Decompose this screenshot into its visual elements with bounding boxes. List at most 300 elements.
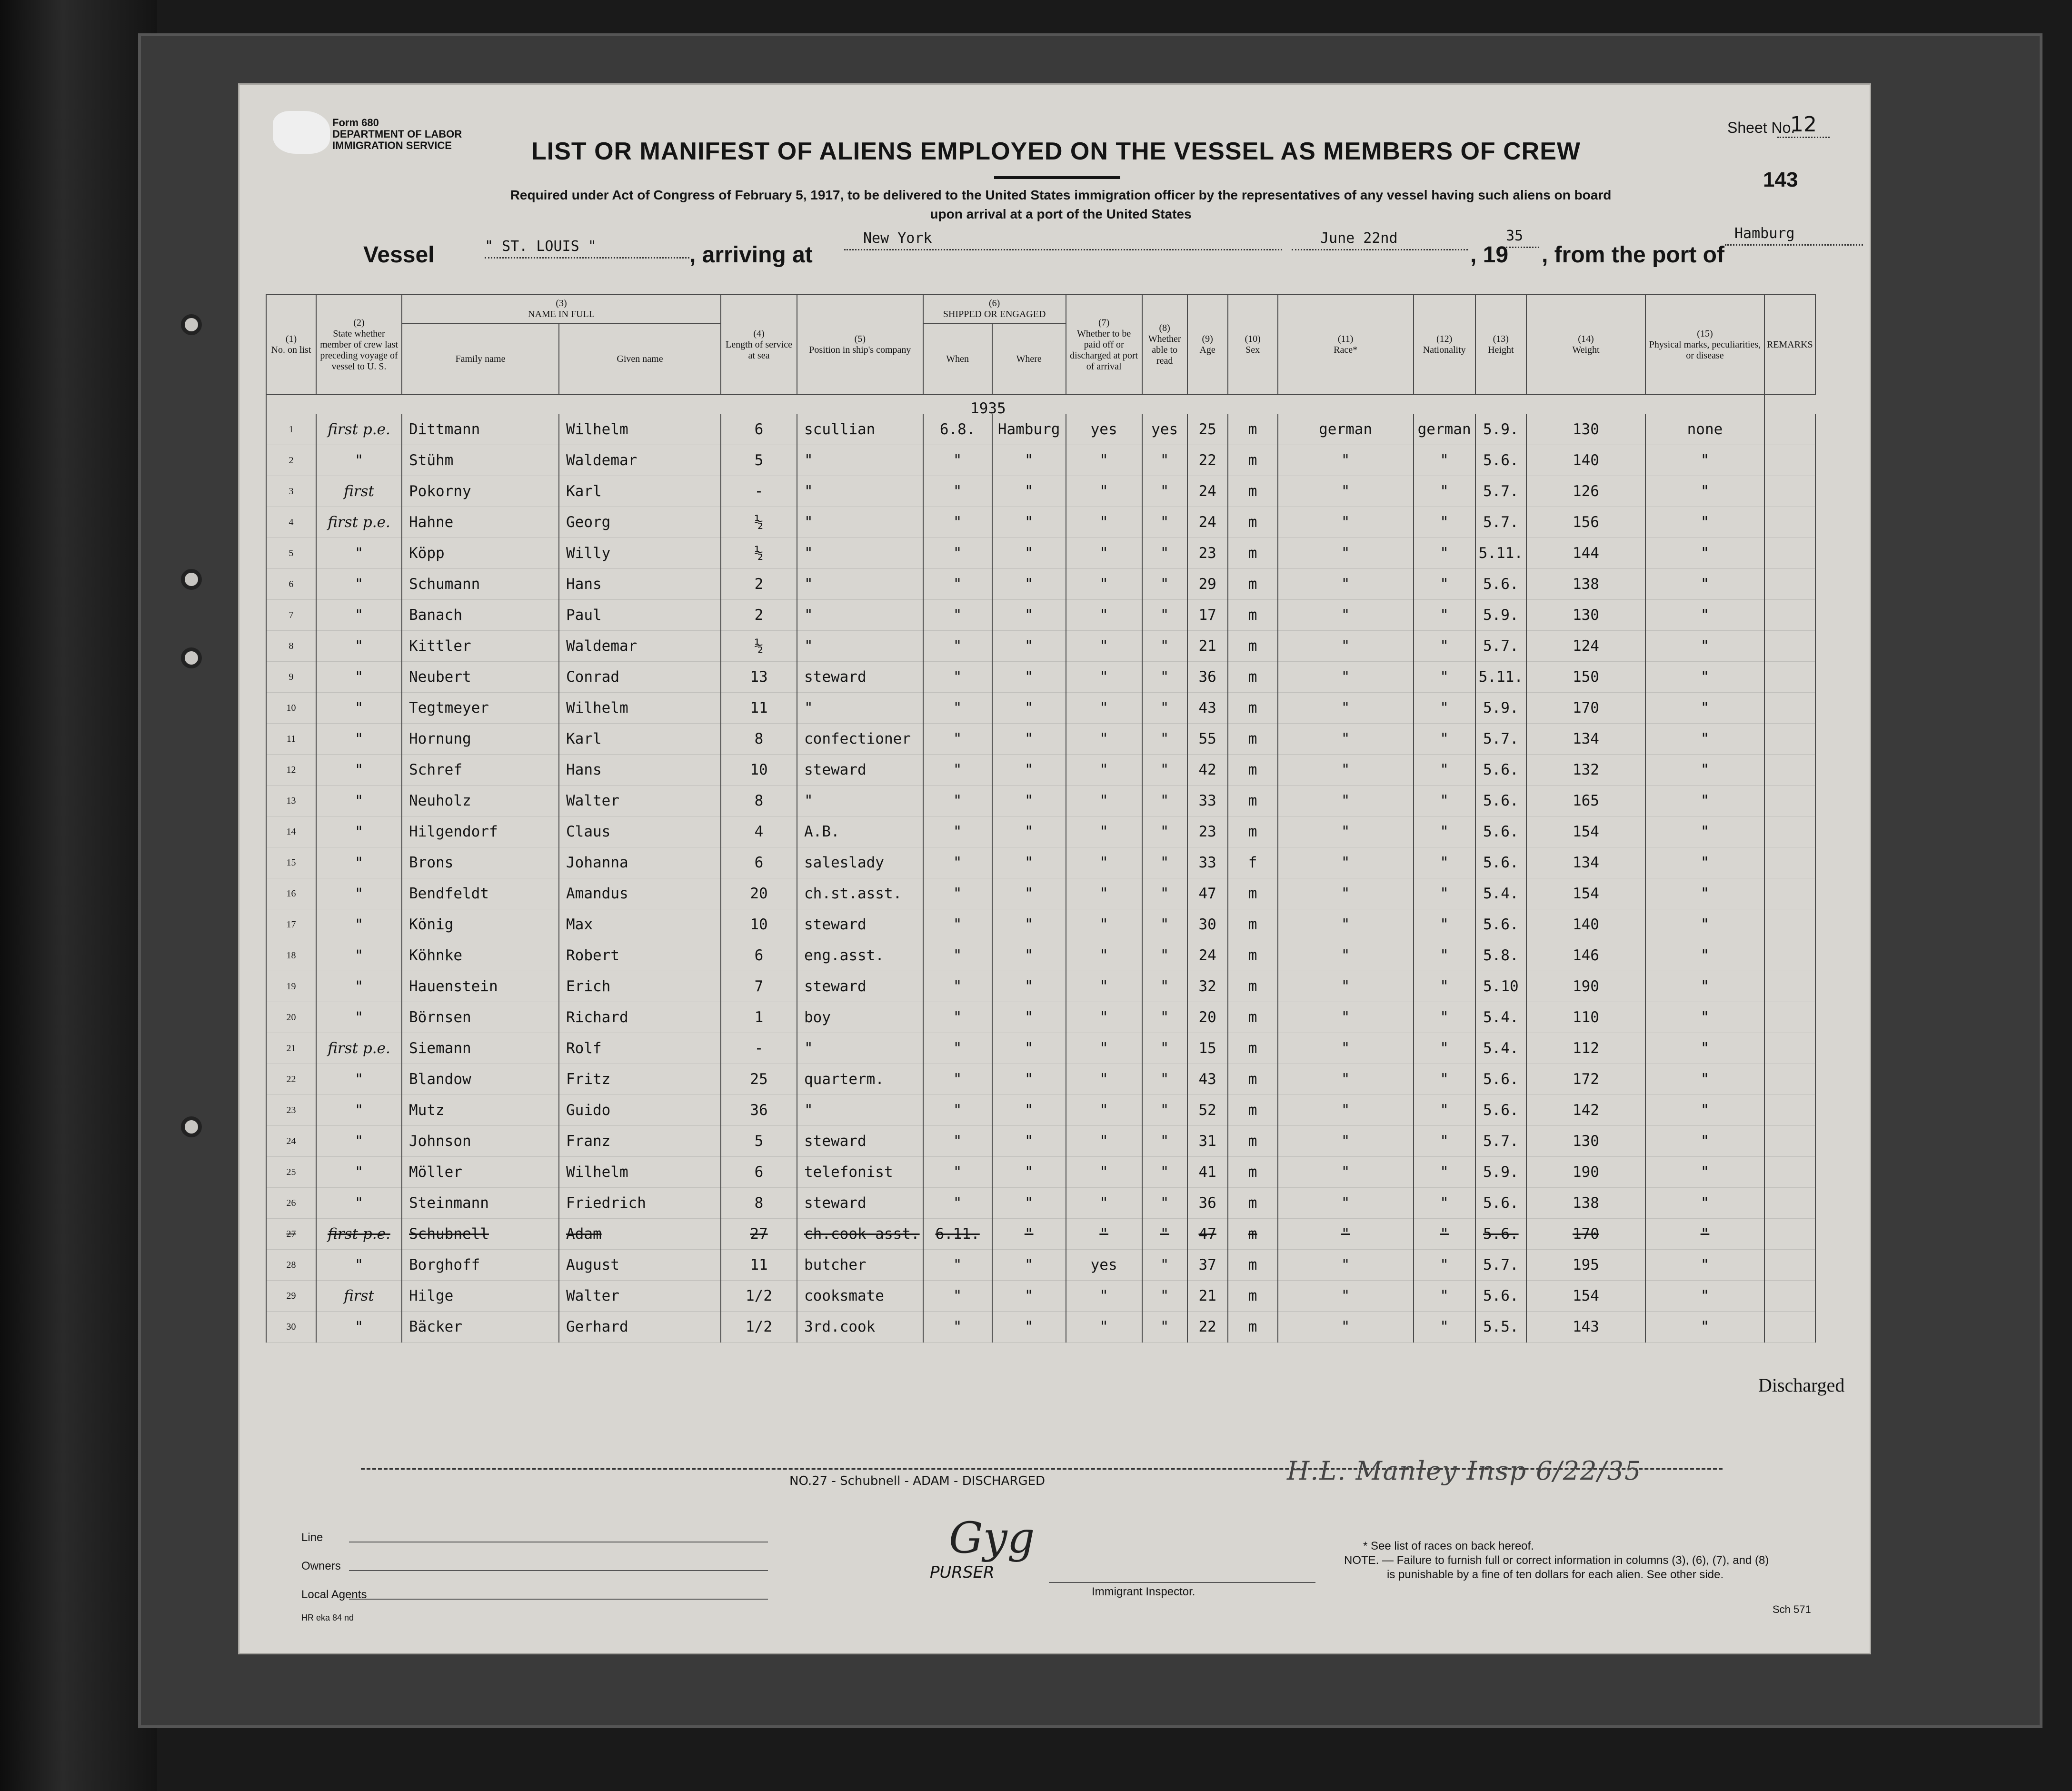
cell-sex: m <box>1228 445 1278 476</box>
cell-shipped-when: " <box>923 847 992 878</box>
cell-given-name: Friedrich <box>559 1188 721 1219</box>
cell-paid-off: " <box>1066 1126 1142 1157</box>
cell-given-name: Robert <box>559 940 721 971</box>
cell-age: 41 <box>1187 1157 1228 1188</box>
cell-family-name: Börnsen <box>402 1002 559 1033</box>
cell-race: " <box>1278 1033 1414 1064</box>
col-family-name: Family name <box>402 323 559 395</box>
crew-row <box>266 878 1815 909</box>
cell-family-name: Neubert <box>402 662 559 693</box>
cell-given-name: Paul <box>559 600 721 631</box>
cell-shipped-where: " <box>992 847 1066 878</box>
cell-given-name: Wilhelm <box>559 693 721 724</box>
year-prefix: , 19 <box>1470 242 1509 268</box>
crew-row <box>266 971 1815 1002</box>
cell-length-of-service: 8 <box>721 724 797 755</box>
cell-able-to-read: " <box>1142 1033 1187 1064</box>
cell-shipped-where: " <box>992 786 1066 816</box>
cell-family-name: Siemann <box>402 1033 559 1064</box>
cell-shipped-where: " <box>992 693 1066 724</box>
cell-height: 5.9. <box>1475 693 1526 724</box>
col-sex: (10) Sex <box>1228 295 1278 395</box>
cell-weight: 138 <box>1526 1188 1645 1219</box>
cell-physical-marks: " <box>1645 909 1764 940</box>
cell-able-to-read: " <box>1142 476 1187 507</box>
cell-previous-voyage: " <box>316 445 402 476</box>
cell-age: 21 <box>1187 631 1228 662</box>
cell-paid-off: " <box>1066 940 1142 971</box>
cell-sex: m <box>1228 940 1278 971</box>
cell-position: saleslady <box>797 847 923 878</box>
cell-nationality: " <box>1414 1281 1475 1312</box>
cell-row-number: 6 <box>266 569 316 600</box>
cell-shipped-when: " <box>923 1312 992 1343</box>
cell-row-number: 13 <box>266 786 316 816</box>
inspector-field <box>1049 1582 1315 1583</box>
cell-remarks <box>1764 724 1815 755</box>
cell-row-number: 29 <box>266 1281 316 1312</box>
cell-remarks <box>1764 693 1815 724</box>
cell-row-number: 4 <box>266 507 316 538</box>
cell-able-to-read: " <box>1142 1095 1187 1126</box>
cell-given-name: Hans <box>559 755 721 786</box>
col-shipped-engaged: (6) SHIPPED OR ENGAGED <box>923 295 1066 323</box>
cell-remarks <box>1764 569 1815 600</box>
cell-height: 5.4. <box>1475 878 1526 909</box>
cell-paid-off: " <box>1066 631 1142 662</box>
crew-row <box>266 909 1815 940</box>
cell-sex: m <box>1228 786 1278 816</box>
cell-race: " <box>1278 1126 1414 1157</box>
cell-able-to-read: " <box>1142 724 1187 755</box>
cell-length-of-service: 27 <box>721 1219 797 1250</box>
cell-row-number: 24 <box>266 1126 316 1157</box>
cell-row-number: 25 <box>266 1157 316 1188</box>
cell-weight: 143 <box>1526 1312 1645 1343</box>
cell-age: 22 <box>1187 445 1228 476</box>
cell-shipped-where: " <box>992 476 1066 507</box>
cell-race: " <box>1278 631 1414 662</box>
cell-previous-voyage: first p.e. <box>316 507 402 538</box>
cell-nationality: " <box>1414 693 1475 724</box>
purser-label: PURSER <box>930 1563 995 1582</box>
cell-paid-off: " <box>1066 909 1142 940</box>
cell-nationality: " <box>1414 1157 1475 1188</box>
cell-length-of-service: 5 <box>721 445 797 476</box>
crew-row <box>266 507 1815 538</box>
cell-shipped-when: 6.8. <box>923 414 992 445</box>
cell-remarks <box>1764 1219 1815 1250</box>
cell-sex: m <box>1228 1126 1278 1157</box>
col-height: (13) Height <box>1475 295 1526 395</box>
cell-physical-marks: " <box>1645 1312 1764 1343</box>
cell-remarks <box>1764 445 1815 476</box>
cell-position: eng.asst. <box>797 940 923 971</box>
cell-nationality: " <box>1414 786 1475 816</box>
cell-weight: 142 <box>1526 1095 1645 1126</box>
cell-position: scullian <box>797 414 923 445</box>
cell-age: 30 <box>1187 909 1228 940</box>
cell-length-of-service: 1/2 <box>721 1312 797 1343</box>
crew-row <box>266 1219 1815 1250</box>
cell-shipped-when: " <box>923 909 992 940</box>
cell-sex: m <box>1228 1095 1278 1126</box>
cell-family-name: Schumann <box>402 569 559 600</box>
cell-position: steward <box>797 1188 923 1219</box>
cell-race: " <box>1278 693 1414 724</box>
cell-nationality: " <box>1414 538 1475 569</box>
cell-previous-voyage: " <box>316 1312 402 1343</box>
cell-sex: m <box>1228 1157 1278 1188</box>
cell-height: 5.4. <box>1475 1002 1526 1033</box>
from-port: Hamburg <box>1725 225 1863 246</box>
cell-length-of-service: - <box>721 476 797 507</box>
cell-length-of-service: 4 <box>721 816 797 847</box>
col-when: When <box>923 323 992 395</box>
cell-shipped-when: " <box>923 971 992 1002</box>
cell-height: 5.7. <box>1475 1250 1526 1281</box>
cell-previous-voyage: " <box>316 631 402 662</box>
cell-age: 25 <box>1187 414 1228 445</box>
cell-height: 5.6. <box>1475 755 1526 786</box>
cell-race: " <box>1278 755 1414 786</box>
cell-previous-voyage: " <box>316 600 402 631</box>
owners-label: Owners <box>301 1560 341 1572</box>
cell-sex: m <box>1228 662 1278 693</box>
cell-physical-marks: none <box>1645 414 1764 445</box>
cell-shipped-where: Hamburg <box>992 414 1066 445</box>
crew-row <box>266 847 1815 878</box>
cell-sex: m <box>1228 693 1278 724</box>
cell-remarks <box>1764 755 1815 786</box>
cell-row-number: 11 <box>266 724 316 755</box>
cell-physical-marks: " <box>1645 755 1764 786</box>
cell-sex: m <box>1228 414 1278 445</box>
cell-race: " <box>1278 600 1414 631</box>
cell-height: 5.7. <box>1475 1126 1526 1157</box>
cell-row-number: 17 <box>266 909 316 940</box>
cell-physical-marks: " <box>1645 1281 1764 1312</box>
cell-row-number: 2 <box>266 445 316 476</box>
cell-paid-off: " <box>1066 600 1142 631</box>
cell-shipped-where: " <box>992 538 1066 569</box>
cell-given-name: Wilhelm <box>559 1157 721 1188</box>
cell-shipped-where: " <box>992 940 1066 971</box>
cell-length-of-service: 2 <box>721 600 797 631</box>
binder-ring <box>181 314 202 335</box>
cell-shipped-when: " <box>923 1033 992 1064</box>
cell-position: ch.st.asst. <box>797 878 923 909</box>
cell-paid-off: " <box>1066 816 1142 847</box>
crew-row <box>266 1312 1815 1343</box>
arriving-label: , arriving at <box>689 242 813 268</box>
cell-shipped-where: " <box>992 755 1066 786</box>
cell-weight: 132 <box>1526 755 1645 786</box>
cell-height: 5.7. <box>1475 476 1526 507</box>
cell-family-name: Schubnell <box>402 1219 559 1250</box>
manifest-sheet <box>238 83 1871 1654</box>
cell-age: 24 <box>1187 507 1228 538</box>
cell-nationality: " <box>1414 940 1475 971</box>
cell-family-name: Johnson <box>402 1126 559 1157</box>
cell-weight: 170 <box>1526 693 1645 724</box>
cell-row-number: 3 <box>266 476 316 507</box>
cell-able-to-read: " <box>1142 600 1187 631</box>
cell-given-name: Adam <box>559 1219 721 1250</box>
cell-row-number: 18 <box>266 940 316 971</box>
cell-able-to-read: " <box>1142 816 1187 847</box>
cell-length-of-service: 36 <box>721 1095 797 1126</box>
cell-length-of-service: 11 <box>721 1250 797 1281</box>
cell-weight: 154 <box>1526 878 1645 909</box>
cell-position: " <box>797 569 923 600</box>
cell-previous-voyage: " <box>316 1002 402 1033</box>
cell-nationality: " <box>1414 1064 1475 1095</box>
cell-shipped-when: " <box>923 878 992 909</box>
cell-age: 17 <box>1187 600 1228 631</box>
cell-shipped-when: " <box>923 445 992 476</box>
cell-able-to-read: " <box>1142 755 1187 786</box>
cell-sex: m <box>1228 538 1278 569</box>
cell-sex: m <box>1228 755 1278 786</box>
cell-height: 5.9. <box>1475 1157 1526 1188</box>
cell-nationality: " <box>1414 1219 1475 1250</box>
cell-height: 5.11. <box>1475 662 1526 693</box>
cell-shipped-when: " <box>923 1064 992 1095</box>
cell-race: " <box>1278 940 1414 971</box>
cell-race: " <box>1278 1002 1414 1033</box>
cell-able-to-read: " <box>1142 507 1187 538</box>
cell-length-of-service: - <box>721 1033 797 1064</box>
cell-position: " <box>797 631 923 662</box>
cell-remarks <box>1764 1250 1815 1281</box>
cell-position: A.B. <box>797 816 923 847</box>
cell-given-name: Claus <box>559 816 721 847</box>
form-notes: * See list of races on back hereof. NOTE. — Failure to furnish full or correct information in columns (3), (6), (7), and (8) is punishable by a fine of ten dollars for each alien. See other side. <box>1344 1540 1769 1581</box>
col-remarks: REMARKS <box>1764 295 1815 395</box>
cell-sex: m <box>1228 1219 1278 1250</box>
cell-shipped-when: " <box>923 1126 992 1157</box>
inspector-signature: H.L. Manley Insp 6/22/35 <box>1287 1456 1642 1486</box>
cell-nationality: german <box>1414 414 1475 445</box>
cell-weight: 156 <box>1526 507 1645 538</box>
cell-sex: m <box>1228 600 1278 631</box>
cell-height: 5.6. <box>1475 569 1526 600</box>
sheet-number: 12 <box>1777 112 1830 138</box>
cell-race: " <box>1278 538 1414 569</box>
col-age: (9) Age <box>1187 295 1228 395</box>
cell-sex: f <box>1228 847 1278 878</box>
crew-row <box>266 786 1815 816</box>
cell-shipped-where: " <box>992 507 1066 538</box>
cell-height: 5.7. <box>1475 724 1526 755</box>
cell-nationality: " <box>1414 631 1475 662</box>
purser-signature: Gyg <box>949 1513 1035 1563</box>
cell-shipped-where: " <box>992 631 1066 662</box>
cell-row-number: 12 <box>266 755 316 786</box>
col-race: (11) Race* <box>1278 295 1414 395</box>
cell-age: 52 <box>1187 1095 1228 1126</box>
cell-nationality: " <box>1414 816 1475 847</box>
cell-row-number: 27 <box>266 1219 316 1250</box>
cell-height: 5.7. <box>1475 507 1526 538</box>
cell-nationality: " <box>1414 1095 1475 1126</box>
cell-given-name: Walter <box>559 786 721 816</box>
cell-shipped-where: " <box>992 1281 1066 1312</box>
cell-paid-off: yes <box>1066 1250 1142 1281</box>
cell-given-name: Georg <box>559 507 721 538</box>
cell-shipped-where: " <box>992 878 1066 909</box>
cell-row-number: 15 <box>266 847 316 878</box>
cell-able-to-read: " <box>1142 1250 1187 1281</box>
remark-discharged: Discharged <box>1758 1374 1845 1396</box>
cell-nationality: " <box>1414 445 1475 476</box>
cell-position: boy <box>797 1002 923 1033</box>
cell-length-of-service: 10 <box>721 755 797 786</box>
cell-able-to-read: " <box>1142 786 1187 816</box>
cell-family-name: Köhnke <box>402 940 559 971</box>
cell-race: " <box>1278 847 1414 878</box>
cell-height: 5.6. <box>1475 1281 1526 1312</box>
cell-remarks <box>1764 1064 1815 1095</box>
cell-sex: m <box>1228 569 1278 600</box>
cell-height: 5.6. <box>1475 1188 1526 1219</box>
cell-race: " <box>1278 1095 1414 1126</box>
cell-height: 5.6. <box>1475 909 1526 940</box>
col-name-in-full: (3) NAME IN FULL <box>402 295 721 323</box>
cell-shipped-where: " <box>992 1219 1066 1250</box>
cell-row-number: 21 <box>266 1033 316 1064</box>
cell-row-number: 22 <box>266 1064 316 1095</box>
cell-sex: m <box>1228 1033 1278 1064</box>
cell-paid-off: " <box>1066 507 1142 538</box>
cell-race: " <box>1278 878 1414 909</box>
cell-nationality: " <box>1414 847 1475 878</box>
cell-paid-off: " <box>1066 1064 1142 1095</box>
cell-remarks <box>1764 786 1815 816</box>
cell-sex: m <box>1228 878 1278 909</box>
cell-family-name: Brons <box>402 847 559 878</box>
cell-family-name: Neuholz <box>402 786 559 816</box>
cell-physical-marks: " <box>1645 507 1764 538</box>
cell-height: 5.9. <box>1475 414 1526 445</box>
cell-race: " <box>1278 569 1414 600</box>
cell-length-of-service: 8 <box>721 1188 797 1219</box>
cell-age: 24 <box>1187 476 1228 507</box>
cell-age: 43 <box>1187 1064 1228 1095</box>
cell-able-to-read: " <box>1142 1219 1187 1250</box>
cell-race: " <box>1278 445 1414 476</box>
cell-position: quarterm. <box>797 1064 923 1095</box>
cell-weight: 134 <box>1526 847 1645 878</box>
cell-weight: 138 <box>1526 569 1645 600</box>
cell-height: 5.11. <box>1475 538 1526 569</box>
cell-family-name: Bäcker <box>402 1312 559 1343</box>
cell-race: " <box>1278 971 1414 1002</box>
cell-position: steward <box>797 662 923 693</box>
cell-length-of-service: 6 <box>721 414 797 445</box>
cell-race: " <box>1278 724 1414 755</box>
cell-family-name: Hauenstein <box>402 971 559 1002</box>
cell-shipped-where: " <box>992 1002 1066 1033</box>
cell-paid-off: " <box>1066 1312 1142 1343</box>
cell-age: 33 <box>1187 847 1228 878</box>
cell-previous-voyage: " <box>316 1188 402 1219</box>
cell-race: " <box>1278 1312 1414 1343</box>
cell-previous-voyage: " <box>316 816 402 847</box>
inspector-label: Immigrant Inspector. <box>1092 1585 1195 1598</box>
crew-manifest-table <box>266 294 1816 1343</box>
crew-row <box>266 1157 1815 1188</box>
cell-height: 5.10 <box>1475 971 1526 1002</box>
cell-previous-voyage: " <box>316 971 402 1002</box>
cell-sex: m <box>1228 1064 1278 1095</box>
cell-shipped-where: " <box>992 1157 1066 1188</box>
crew-row <box>266 538 1815 569</box>
crew-row <box>266 1281 1815 1312</box>
cell-paid-off: " <box>1066 847 1142 878</box>
cell-length-of-service: 10 <box>721 909 797 940</box>
cell-age: 43 <box>1187 693 1228 724</box>
binder-ring <box>181 569 202 590</box>
cell-paid-off: " <box>1066 1219 1142 1250</box>
crew-row <box>266 693 1815 724</box>
sheet-label: Sheet No. <box>1727 119 1795 136</box>
cell-length-of-service: 20 <box>721 878 797 909</box>
cell-shipped-when: " <box>923 755 992 786</box>
cell-able-to-read: " <box>1142 1002 1187 1033</box>
cell-family-name: Möller <box>402 1157 559 1188</box>
cell-height: 5.6. <box>1475 786 1526 816</box>
cell-paid-off: " <box>1066 1157 1142 1188</box>
cell-physical-marks: " <box>1645 940 1764 971</box>
cell-position: 3rd.cook <box>797 1312 923 1343</box>
cell-paid-off: " <box>1066 569 1142 600</box>
cell-shipped-where: " <box>992 1033 1066 1064</box>
cell-previous-voyage: " <box>316 1250 402 1281</box>
cell-previous-voyage: first p.e. <box>316 1033 402 1064</box>
cell-length-of-service: ½ <box>721 631 797 662</box>
cell-nationality: " <box>1414 507 1475 538</box>
cell-position: " <box>797 507 923 538</box>
col-physical-marks: (15) Physical marks, peculiarities, or disease <box>1645 295 1764 395</box>
cell-weight: 190 <box>1526 1157 1645 1188</box>
cell-paid-off: " <box>1066 1188 1142 1219</box>
cell-previous-voyage: first <box>316 476 402 507</box>
cell-age: 36 <box>1187 1188 1228 1219</box>
page-number: 143 <box>1763 168 1798 191</box>
crew-row <box>266 1002 1815 1033</box>
cell-position: steward <box>797 971 923 1002</box>
owners-field <box>349 1570 768 1571</box>
cell-height: 5.4. <box>1475 1033 1526 1064</box>
discharge-note: NO.27 - Schubnell - ADAM - DISCHARGED <box>789 1474 1046 1488</box>
col-length-of-service: (4) Length of service at sea <box>721 295 797 395</box>
cell-remarks <box>1764 940 1815 971</box>
cell-previous-voyage: " <box>316 940 402 971</box>
cell-previous-voyage: " <box>316 569 402 600</box>
arriving-port: New York <box>844 230 1282 250</box>
cell-given-name: Richard <box>559 1002 721 1033</box>
cell-position: " <box>797 600 923 631</box>
cell-given-name: Willy <box>559 538 721 569</box>
arrival-date: June 22nd <box>1292 230 1468 250</box>
cell-able-to-read: " <box>1142 1126 1187 1157</box>
cell-able-to-read: " <box>1142 631 1187 662</box>
cell-able-to-read: " <box>1142 847 1187 878</box>
cell-race: " <box>1278 476 1414 507</box>
cell-height: 5.7. <box>1475 631 1526 662</box>
